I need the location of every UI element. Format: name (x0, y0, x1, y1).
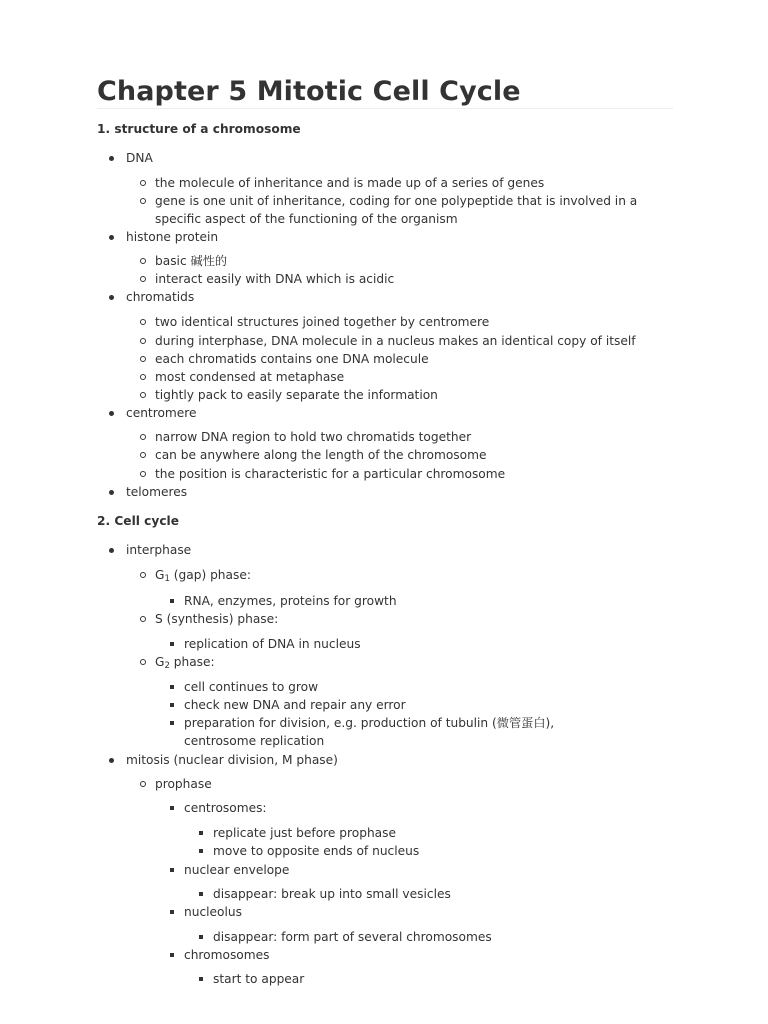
list-item-telomeres: telomeres (126, 485, 188, 499)
list-item: replicate just before prophase (213, 826, 396, 840)
list-item: disappear: break up into small vesicles (213, 887, 451, 901)
list-item: the position is characteristic for a particular chromosome (155, 467, 506, 481)
list-item-chromatids: chromatids (126, 290, 195, 304)
list-item: during interphase, DNA molecule in a nucleus makes an identical copy of itself (155, 334, 636, 348)
section-heading-cell-cycle: 2. Cell cycle (97, 514, 179, 528)
title-divider (97, 108, 673, 109)
list-item: can be anywhere along the length of the chromosome (155, 448, 487, 462)
list-item: the molecule of inheritance and is made up of a series of genes (155, 176, 545, 190)
list-item-g1-phase: $G_1$ (gap) phase: (155, 568, 251, 584)
page-title: Chapter 5 Mitotic Cell Cycle (97, 76, 521, 107)
list-item: two identical structures joined together by centromere (155, 315, 490, 329)
list-item-mitosis: mitosis (nuclear division, M phase) (126, 753, 338, 767)
list-item-prophase: prophase (155, 777, 212, 791)
list-item: start to appear (213, 972, 305, 986)
list-item: cell continues to grow (184, 680, 319, 694)
list-item-nucleolus: nucleolus (184, 905, 242, 919)
list-item: tightly pack to easily separate the information (155, 388, 438, 402)
list-item: move to opposite ends of nucleus (213, 844, 420, 858)
list-item-centromere: centromere (126, 406, 197, 420)
list-item-centrosomes: centrosomes: (184, 801, 267, 815)
list-item-nuclear-envelope: nuclear envelope (184, 863, 290, 877)
list-item: narrow DNA region to hold two chromatids together (155, 430, 472, 444)
list-item: check new DNA and repair any error (184, 698, 406, 712)
list-item: replication of DNA in nucleus (184, 637, 361, 651)
list-item: each chromatids contains one DNA molecule (155, 352, 429, 366)
list-item: RNA, enzymes, proteins for growth (184, 594, 397, 608)
list-item-interphase: interphase (126, 543, 192, 557)
list-item-chromosomes: chromosomes (184, 948, 270, 962)
list-item-histone: histone protein (126, 230, 219, 244)
list-item: preparation for division, e.g. production of tubulin (微管蛋白), centrosome replication (184, 714, 624, 750)
list-item-s-phase: S (synthesis) phase: (155, 612, 279, 626)
list-item: basic 碱性的 (155, 254, 228, 268)
list-item: interact easily with DNA which is acidic (155, 272, 395, 286)
list-item: most condensed at metaphase (155, 370, 345, 384)
list-item-dna: DNA (126, 151, 153, 165)
section-heading-structure: 1. structure of a chromosome (97, 122, 301, 136)
list-item: disappear: form part of several chromosomes (213, 930, 492, 944)
list-item-g2-phase: $G_2$ phase: (155, 655, 215, 671)
list-item: gene is one unit of inheritance, coding for one polypeptide that is involved in a specific aspect of the functioning of the organism (155, 192, 675, 228)
